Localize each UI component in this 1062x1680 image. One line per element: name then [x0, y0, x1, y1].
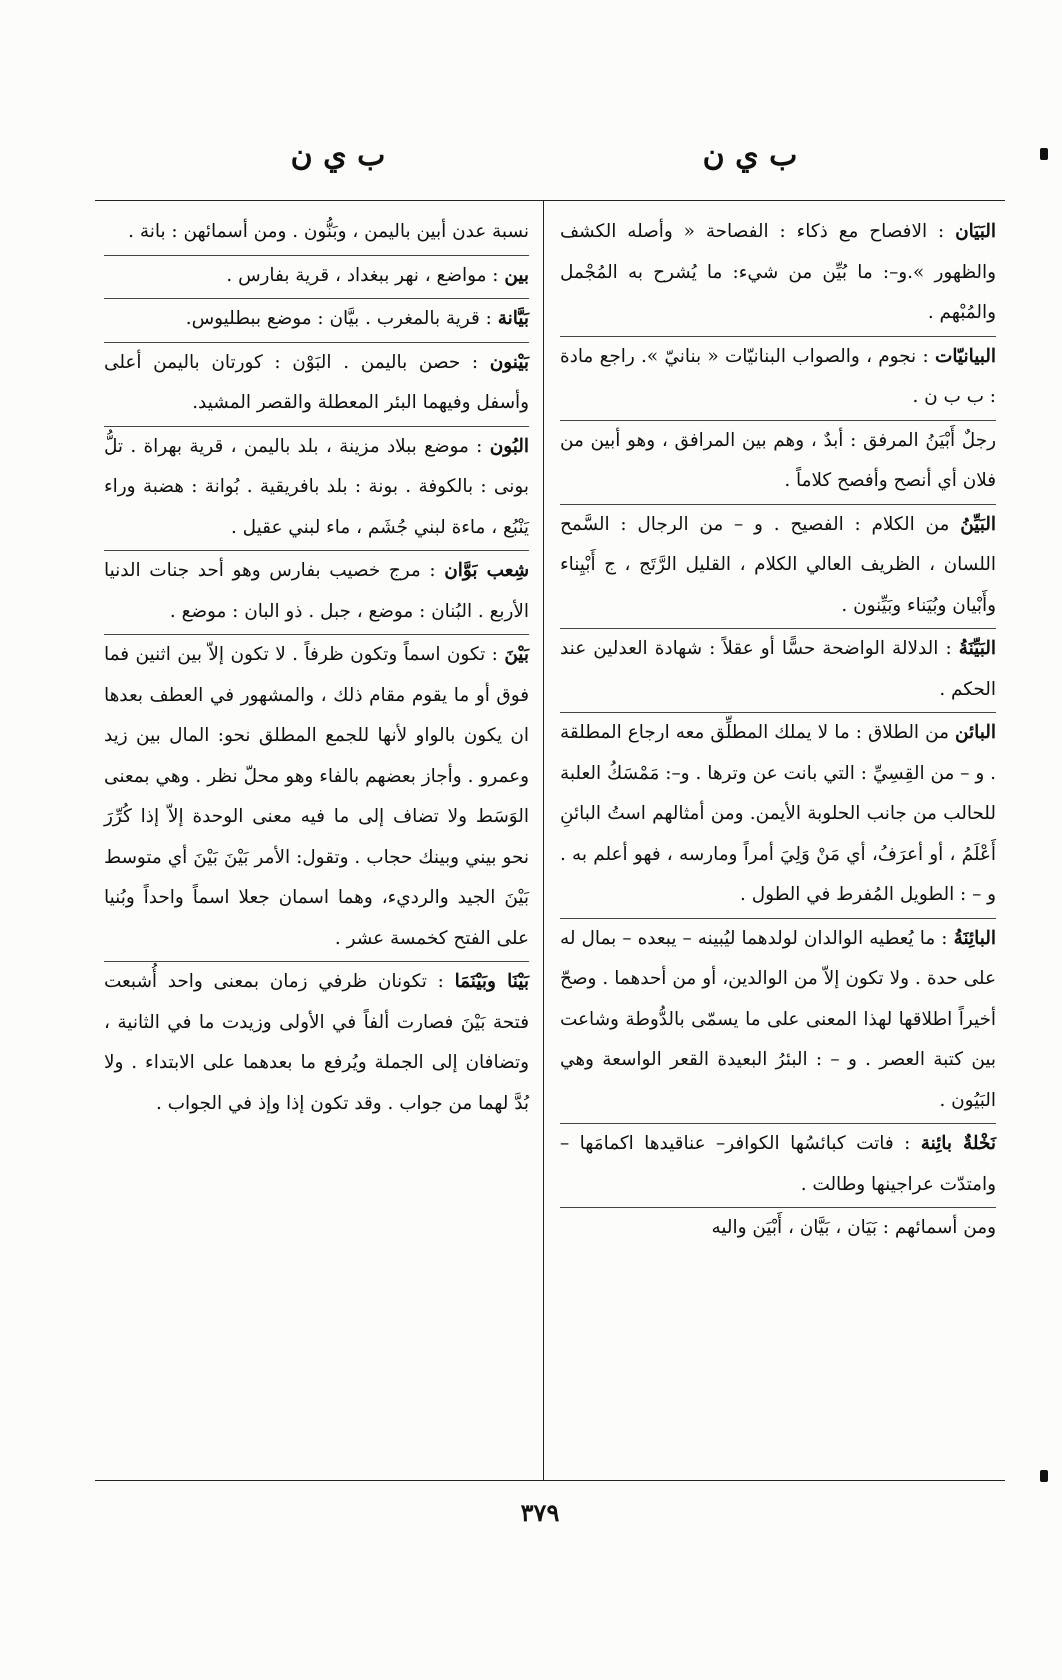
- dictionary-entry: [560, 337, 996, 421]
- entry-headword: بين: [504, 264, 529, 286]
- dictionary-entry: [560, 713, 996, 919]
- left-column: [104, 212, 529, 1126]
- entry-definition: : موضع ببلاد مزينة ، بلد باليمن ، قرية بهراة . تلُّ بونى : بالكوفة . بونة : بلد بافريقية . بُوانة : هضبة وراء يَنْبُع ، ماءة لبني جُشَم ، ماء لبني عقيل .: [104, 435, 529, 538]
- dictionary-entry: [560, 421, 996, 505]
- entry-definition: : حصن باليمن . البَوْن : كورتان باليمن أعلى وأسفل وفيهما البئر المعطلة والقصر المشيد.: [104, 351, 529, 413]
- entry-definition: : فاتت كبائسُها الكوافر– عناقيدها اكمامَها – وامتدّت عراجينها وطالت .: [560, 1133, 996, 1195]
- entry-definition: من الطلاق : ما لا يملك المطلِّق معه ارجاع المطلقة . و – من القِسِيِّ : التي بانت عن وترها . و–: مَمْسَكُ العلبة للحالب من جانب الحلوبة الأيمن. ومن أمثالهم استُ البائنِ أَعْلَمُ ، أو أعرَفُ، أي مَنْ وَلِيَ أمراً ومارسه ، فهو أعلم به . و – : الطويل المُفرط في الطول .: [560, 722, 996, 905]
- dictionary-entry: [560, 505, 996, 630]
- top-rule: [95, 200, 1005, 201]
- entry-definition: : تكون اسماً وتكون ظرفاً . لا تكون إلاّ بين اثنين فما فوق أو ما يقوم مقام ذلك ، والمشهور في العطف بعدها ان يكون بالواو لأنها للجمع المطلق نحو: المال بين زيد وعمرو . وأجاز بعضهم بالفاء وهو محلّ نظر . وهي بمعنى الوَسَط ولا تضاف إلى ما فيه معنى الوحدة إلاّ إذا كُرِّرَ نحو بيني وبينك حجاب . وتقول: الأمر بَيْنَ بَيْنَ أي متوسط بَيْنَ الجيد والرديء، وهما اسمان جعلا اسماً واحداً وبُنيا على الفتح كخمسة عشر .: [104, 644, 529, 949]
- entry-definition: : ما يُعطيه الوالدان لولدهما ليُبينه – يبعده – بمال له على حدة . ولا تكون إلاّ من الوالدين، أو من أحدهما . وصحّ أخيراً اطلاقها لهذا المعنى على ما يسمّى بالدُّوطة وشاعت بين كتبة العصر . و – : البئرُ البعيدة القعر الواسعة وهي البَيُون .: [560, 927, 996, 1111]
- page-number: ٣٧٩: [520, 1498, 560, 1527]
- dictionary-entry: [560, 629, 996, 713]
- entry-definition: ومن أسمائهم : بَيَان ، بَيَّان ، أَبْيَن واليه: [711, 1217, 996, 1238]
- entry-headword: البائن: [955, 722, 996, 743]
- entry-definition: رجلٌ أَبْيَنُ المرفق : أبدٌ ، وهم بين المرافق ، وهو أبين من فلان أي أنصح وأفصح كلاماً .: [560, 429, 996, 491]
- dictionary-entry: [104, 427, 529, 552]
- entry-headword: البَيِّنَةُ: [958, 638, 996, 659]
- dictionary-entry: [104, 343, 529, 427]
- running-head-left: ب ي ن: [290, 138, 386, 173]
- entry-headword: البَيِّنُ: [960, 513, 996, 535]
- dictionary-entry: [560, 1208, 996, 1251]
- running-head-right: ب ي ن: [702, 138, 798, 173]
- entry-headword: بَيْنَ: [504, 644, 529, 665]
- dictionary-entry: [560, 919, 996, 1125]
- entry-headword: البائِنَةُ: [953, 927, 996, 949]
- entry-definition: : نجوم ، والصواب البنانيّات « بنانيّ ». راجع مادة : ب ب ن .: [560, 345, 996, 407]
- entry-definition: من الكلام : الفصيح . و – من الرجال : السَّمح اللسان ، الظريف العالي الكلام ، القليل الرَّتَج ، ج أَبْيِناء وأَبْيان وبُيَناء وبَيِّنون .: [560, 513, 996, 616]
- dictionary-entry: [104, 299, 529, 343]
- dictionary-entry: [104, 551, 529, 635]
- entry-headword: بَيْنَا وبَيْنَمَا: [454, 971, 530, 992]
- dictionary-entry: [560, 212, 996, 337]
- entry-headword: البُون: [489, 435, 529, 457]
- dictionary-entry: [104, 256, 529, 300]
- entry-definition: : مواضع ، نهر ببغداد ، قرية بفارس .: [226, 264, 499, 286]
- right-column: [560, 212, 996, 1251]
- entry-definition: : قرية بالمغرب . بيَّان : موضع ببطليوس.: [185, 308, 492, 329]
- entry-headword: بَيَّانة: [497, 308, 529, 329]
- entry-definition: : تكونان ظرفي زمان بمعنى واحد أُشبعت فتحة بَيْنَ فصارت ألفاً في الأولى وزيدت ما في الثانية ، وتضافان إلى الجملة ويُرفع ما بعدهما على الابتداء . ولا بُدَّ لهما من جواب . وقد تكون إذا وإذ في الجواب .: [104, 971, 529, 1114]
- margin-mark: [1040, 1470, 1048, 1482]
- dictionary-entry: [104, 212, 529, 256]
- entry-definition: نسبة عدن أبين باليمن ، وبَنُّون . ومن أسمائهن : بانة .: [128, 221, 529, 242]
- dictionary-entry: [104, 635, 529, 962]
- entry-headword: البَيَان: [955, 221, 996, 242]
- column-divider: [543, 200, 544, 1480]
- entry-definition: : الافصاح مع ذكاء : الفصاحة « وأصله الكشف والظهور ».و–: ما بُيِّن من شيء: ما يُشرح به المُجْمل والمُبْهم .: [560, 221, 996, 323]
- bottom-rule: [95, 1480, 1005, 1481]
- entry-headword: البيانيّات: [935, 345, 996, 367]
- entry-definition: : الدلالة الواضحة حسًّا أو عقلاً : شهادة العدلين عند الحكم .: [560, 638, 996, 700]
- entry-headword: بَيْنون: [489, 351, 529, 373]
- entry-definition: : مرج خصيب بفارس وهو أحد جنات الدنيا الأربع . البُنان : موضع ، جبل . ذو البان : موضع .: [104, 560, 529, 622]
- dictionary-entry: [104, 962, 529, 1126]
- margin-mark: [1040, 148, 1048, 160]
- dictionary-entry: [560, 1124, 996, 1208]
- entry-headword: نَخْلةٌ بائِنة: [920, 1133, 996, 1154]
- entry-headword: شِعب بَوَّان: [444, 560, 529, 581]
